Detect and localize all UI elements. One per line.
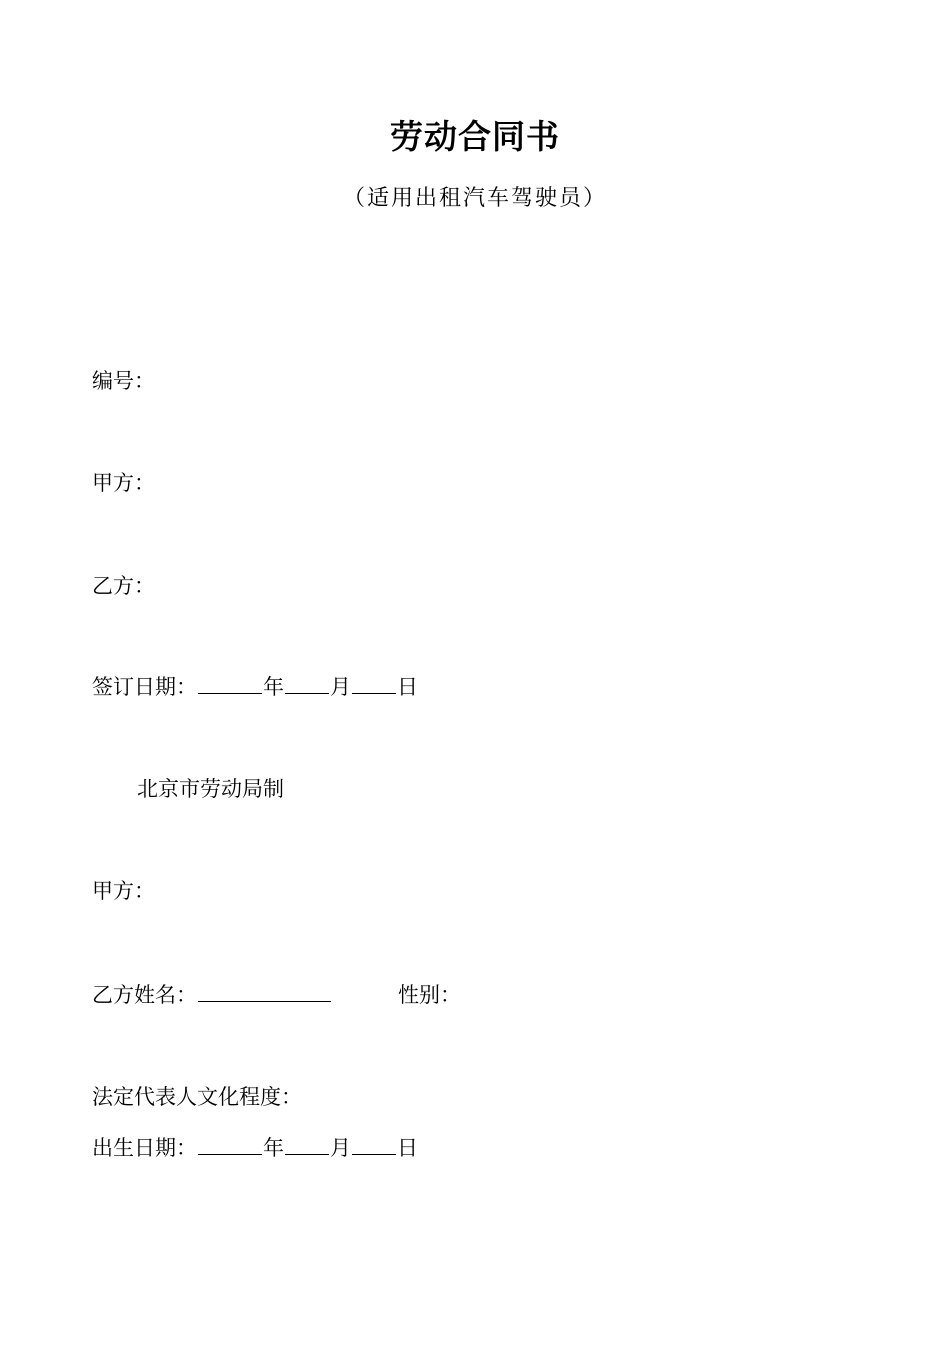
birth-year-blank — [198, 1134, 262, 1155]
sign-date-label: 签订日期： — [92, 675, 197, 699]
issuer-text: 北京市劳动局制 — [137, 777, 284, 801]
sign-year-blank — [198, 673, 262, 694]
number-line — [92, 366, 155, 396]
party-b-label: 乙方： — [92, 574, 155, 598]
legal-rep-line — [92, 1082, 302, 1112]
legal-rep-label: 法定代表人文化程度： — [92, 1085, 302, 1109]
number-label: 编号： — [92, 369, 155, 393]
detail-party-a-label: 甲方： — [92, 879, 155, 903]
party-a-label: 甲方： — [92, 471, 155, 495]
gender-label: 性别： — [398, 983, 461, 1007]
document-title: 劳动合同书 — [390, 117, 560, 156]
party-a-line — [92, 468, 155, 498]
birth-month-blank — [285, 1134, 329, 1155]
sign-year-label: 年 — [263, 675, 284, 699]
birth-day-blank — [352, 1134, 396, 1155]
sign-month-label: 月 — [330, 675, 351, 699]
sign-day-blank — [352, 673, 396, 694]
birth-date-label: 出生日期： — [92, 1136, 197, 1160]
birth-date-line — [92, 1133, 418, 1163]
birth-day-label: 日 — [397, 1136, 418, 1160]
party-b-line — [92, 571, 155, 601]
sign-month-blank — [285, 673, 329, 694]
birth-month-label: 月 — [330, 1136, 351, 1160]
birth-year-label: 年 — [263, 1136, 284, 1160]
document-subtitle: （适用出租汽车驾驶员） — [342, 186, 607, 211]
sign-day-label: 日 — [397, 675, 418, 699]
detail-party-a-line — [92, 876, 155, 906]
party-b-name-label: 乙方姓名： — [92, 983, 197, 1007]
sign-date-line — [92, 672, 418, 702]
party-b-name-blank — [198, 981, 331, 1002]
issuer-line — [137, 774, 284, 804]
party-b-name-line — [92, 980, 461, 1010]
